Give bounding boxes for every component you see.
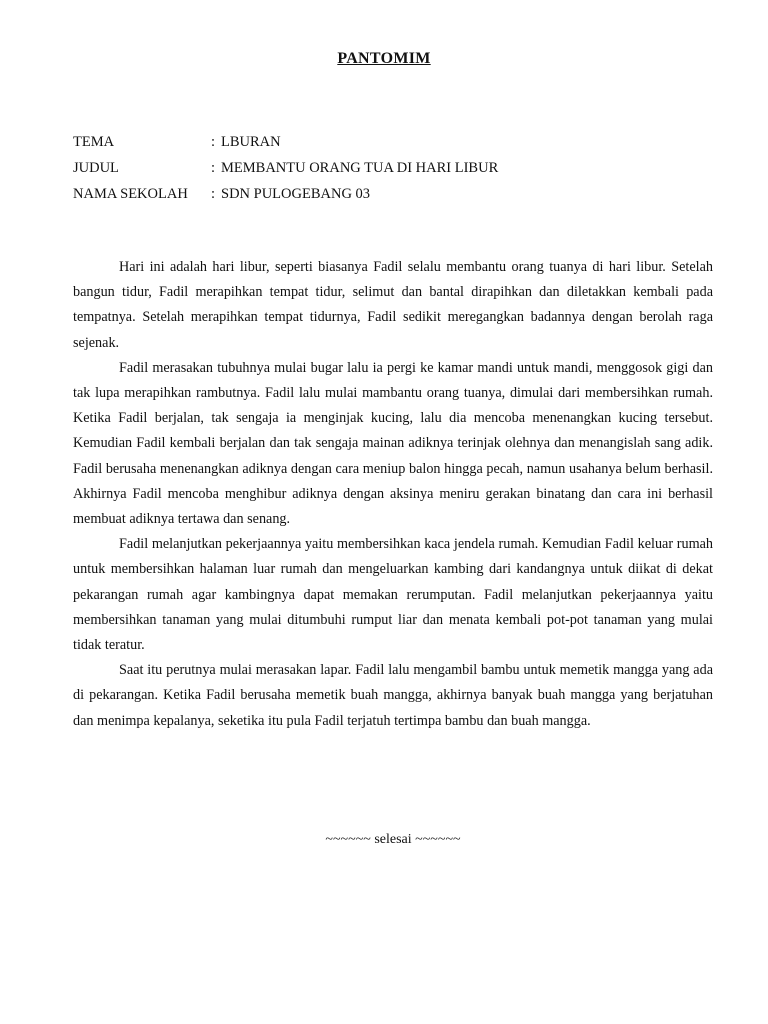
meta-value: MEMBANTU ORANG TUA DI HARI LIBUR bbox=[221, 160, 499, 176]
document-meta bbox=[73, 129, 713, 207]
meta-colon: : bbox=[211, 134, 216, 150]
meta-row-nama-sekolah bbox=[73, 181, 713, 207]
meta-row-tema bbox=[73, 129, 713, 155]
story-paragraph: Fadil merasakan tubuhnya mulai bugar lalu ia pergi ke kamar mandi untuk mandi, menggosok gigi dan tak lupa merapihkan rambutnya. Fadil lalu mulai mambantu orang tuanya, dimulai dari membersihkan rumah. Ketika Fadil berjalan, tak sengaja ia menginjak kucing, lalu dia mencoba menenangkan kucing tersebut. Kemudian Fadil kembali berjalan dan tak sengaja mainan adiknya terinjak olehnya dan menangislah sang adik. Fadil berusaha menenangkan adiknya dengan cara meniup balon hingga pecah, namun usahanya belum berhasil. Akhirnya Fadil mencoba menghibur adiknya dengan aksinya meniru gerakan binatang dan cara ini berhasil membuat adiknya tertawa dan senang. bbox=[73, 359, 713, 528]
meta-label: TEMA bbox=[73, 134, 115, 150]
meta-value: LBURAN bbox=[221, 134, 281, 150]
document-title: PANTOMIM bbox=[337, 50, 431, 67]
meta-label: JUDUL bbox=[73, 160, 119, 176]
story-body bbox=[73, 255, 713, 734]
story-paragraph: Saat itu perutnya mulai merasakan lapar. Fadil lalu mengambil bambu untuk memetik mangga yang ada di pekarangan. Ketika Fadil berusaha memetik buah mangga, akhirnya banyak buah mangga yang berjatuhan dan menimpa kepalanya, seketika itu pula Fadil terjatuh tertimpa bambu dan buah mangga. bbox=[73, 662, 713, 729]
meta-colon: : bbox=[211, 160, 216, 176]
meta-label: NAMA SEKOLAH bbox=[73, 186, 188, 202]
document-footer: ~~~~~~ selesai ~~~~~~ bbox=[325, 832, 461, 847]
story-paragraph: Fadil melanjutkan pekerjaannya yaitu membersihkan kaca jendela rumah. Kemudian Fadil keluar rumah untuk membersihkan halaman luar rumah dan mengeluarkan kambing dari kandangnya untuk diikat di dekat pekarangan rumah agar kambingnya dapat memakan rerumputan. Fadil melanjutkan pekerjaannya yaitu membersihkan tanaman yang mulai ditumbuhi rumput liar dan menata kembali pot-pot tanaman yang mulai tidak teratur. bbox=[73, 536, 713, 654]
meta-colon: : bbox=[211, 186, 216, 202]
meta-value: SDN PULOGEBANG 03 bbox=[221, 186, 371, 202]
story-paragraph: Hari ini adalah hari libur, seperti biasanya Fadil selalu membantu orang tuanya di hari libur. Setelah bangun tidur, Fadil merapihkan tempat tidur, selimut dan bantal dirapihkan dan diletakkan kembali pada tempatnya. Setelah merapihkan tempat tidurnya, Fadil sedikit meregangkan badannya dengan berolah raga sejenak. bbox=[73, 259, 713, 351]
meta-row-judul bbox=[73, 155, 713, 181]
